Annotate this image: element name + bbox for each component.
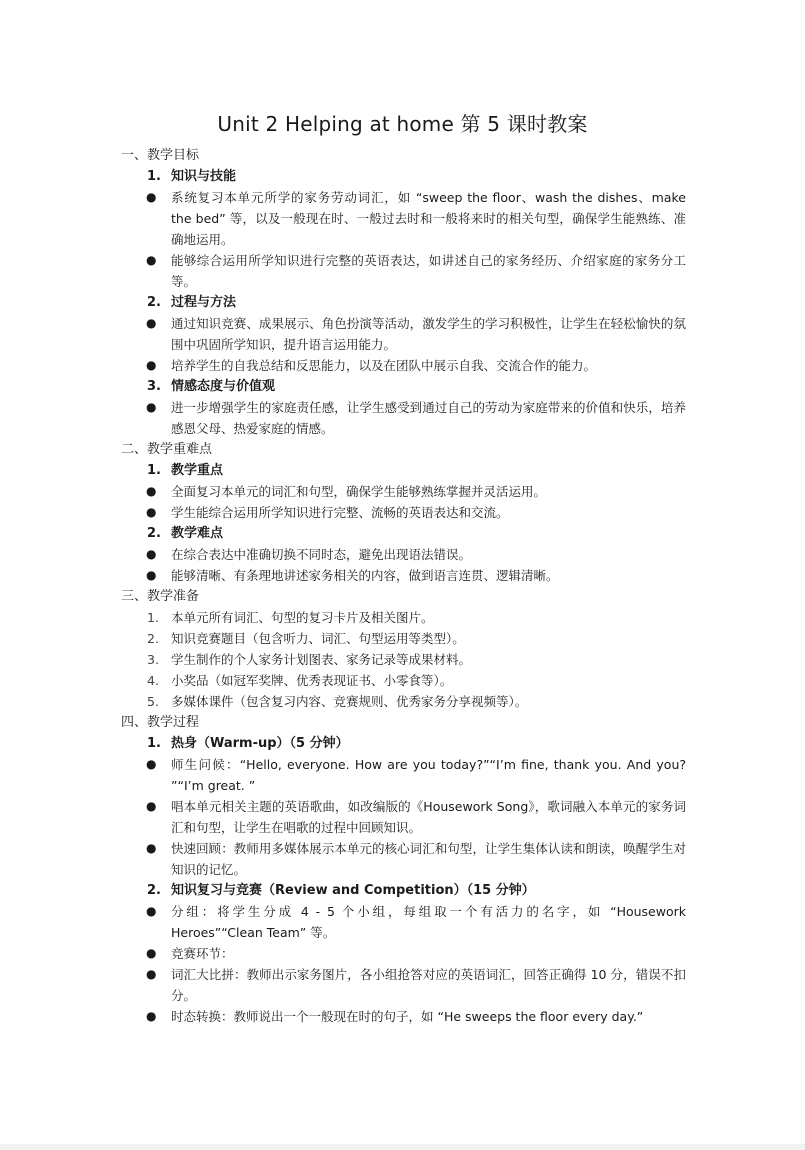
- list-number: 3.: [147, 652, 159, 667]
- list-text: 小奖品（如冠军奖牌、优秀表现证书、小零食等）。: [171, 673, 453, 688]
- document-title: Unit 2 Helping at home 第 5 课时教案: [217, 112, 588, 136]
- subsection-heading: [121, 460, 686, 481]
- page-bottom-edge: [0, 1144, 805, 1150]
- subsection-label: 热身（Warm-up）（5 分钟）: [171, 736, 349, 751]
- list-text: 多媒体课件（包含复习内容、竞赛规则、优秀家务分享视频等）。: [171, 694, 528, 709]
- bullet-item: [121, 964, 686, 1006]
- subsection-number: 1.: [147, 169, 161, 184]
- subsection-label: 情感态度与价值观: [171, 379, 276, 394]
- bullet-item: [121, 1006, 686, 1027]
- list-text: 学生制作的个人家务计划图表、家务记录等成果材料。: [171, 652, 472, 667]
- subsection-heading: [121, 880, 686, 901]
- bullet-item: [121, 481, 686, 502]
- bullet-icon: ●: [146, 190, 157, 204]
- subsection-number: 3.: [147, 379, 161, 394]
- subsection-number: 2.: [147, 883, 161, 898]
- bullet-icon: ●: [146, 505, 157, 519]
- list-item: [121, 607, 686, 628]
- list-item: [121, 670, 686, 691]
- subsection-number: 1.: [147, 736, 161, 751]
- bullet-icon: ●: [146, 1009, 157, 1023]
- subsection-label: 过程与方法: [171, 295, 237, 310]
- bullet-text: 竞赛环节：: [171, 946, 234, 961]
- section-heading: 一、教学目标: [121, 148, 200, 163]
- bullet-icon: ●: [146, 358, 157, 372]
- list-number: 2.: [147, 631, 159, 646]
- bullet-item: [121, 502, 686, 523]
- bullet-item: [121, 397, 686, 439]
- bullet-item: [121, 838, 686, 880]
- section-heading: 二、教学重难点: [121, 442, 213, 457]
- bullet-icon: ●: [146, 799, 157, 813]
- bullet-text: 在综合表达中准确切换不同时态，避免出现语法错误。: [171, 547, 472, 562]
- list-number: 4.: [147, 673, 159, 688]
- bullet-item: [121, 943, 686, 964]
- subsection-heading: [121, 523, 686, 544]
- subsection-heading: [121, 376, 686, 397]
- subsection-heading: [121, 292, 686, 313]
- list-text: 知识竞赛题目（包含听力、词汇、句型运用等类型）。: [171, 631, 465, 646]
- bullet-text: 师生问候：“Hello, everyone. How are you today?”“I’m fine, thank you. And you? ”“I’m great. ”: [171, 757, 686, 793]
- subsection-heading: [121, 733, 686, 754]
- list-item: [121, 691, 686, 712]
- bullet-icon: ●: [146, 253, 157, 267]
- bullet-item: [121, 754, 686, 796]
- bullet-icon: ●: [146, 568, 157, 582]
- subsection-label: 知识与技能: [171, 169, 237, 184]
- document-body: [121, 145, 686, 1027]
- bullet-text: 时态转换：教师说出一个一般现在时的句子，如 “He sweeps the floor every day.”: [171, 1009, 644, 1024]
- bullet-text: 快速回顾：教师用多媒体展示本单元的核心词汇和句型，让学生集体认读和朗读，唤醒学生对知识的记忆。: [171, 841, 686, 877]
- subsection-label: 知识复习与竞赛（Review and Competition）（15 分钟）: [171, 883, 535, 898]
- subsection-number: 1.: [147, 463, 161, 478]
- bullet-icon: ●: [146, 841, 157, 855]
- section-heading: 三、教学准备: [121, 589, 200, 604]
- section-heading: 四、教学过程: [121, 715, 200, 730]
- list-item: [121, 649, 686, 670]
- bullet-text: 通过知识竞赛、成果展示、角色扮演等活动，激发学生的学习积极性，让学生在轻松愉快的氛围中巩固所学知识，提升语言运用能力。: [171, 316, 686, 352]
- bullet-item: [121, 313, 686, 355]
- list-text: 本单元所有词汇、句型的复习卡片及相关图片。: [171, 610, 434, 625]
- bullet-text: 学生能综合运用所学知识进行完整、流畅的英语表达和交流。: [171, 505, 509, 520]
- bullet-text: 全面复习本单元的词汇和句型，确保学生能够熟练掌握并灵活运用。: [171, 484, 547, 499]
- bullet-text: 词汇大比拼：教师出示家务图片，各小组抢答对应的英语词汇，回答正确得 10 分，错误不扣分。: [171, 967, 686, 1003]
- bullet-item: [121, 901, 686, 943]
- bullet-item: [121, 250, 686, 292]
- bullet-icon: ●: [146, 400, 157, 414]
- subsection-label: 教学难点: [171, 526, 224, 541]
- subsection-label: 教学重点: [171, 463, 224, 478]
- bullet-item: [121, 565, 686, 586]
- subsection-number: 2.: [147, 295, 161, 310]
- bullet-icon: ●: [146, 547, 157, 561]
- list-item: [121, 628, 686, 649]
- bullet-text: 能够综合运用所学知识进行完整的英语表达，如讲述自己的家务经历、介绍家庭的家务分工等。: [171, 253, 686, 289]
- list-number: 1.: [147, 610, 159, 625]
- bullet-text: 系统复习本单元所学的家务劳动词汇，如 “sweep the floor、wash the dishes、make the bed” 等，以及一般现在时、一般过去时和一般将来时的相关句型，确保学生能熟练、准确地运用。: [171, 190, 686, 247]
- list-number: 5.: [147, 694, 159, 709]
- bullet-text: 分组：将学生分成 4 - 5 个小组，每组取一个有活力的名字，如 “Housework Heroes”“Clean Team” 等。: [171, 904, 686, 940]
- subsection-number: 2.: [147, 526, 161, 541]
- bullet-icon: ●: [146, 316, 157, 330]
- bullet-item: [121, 187, 686, 250]
- bullet-text: 能够清晰、有条理地讲述家务相关的内容，做到语言连贯、逻辑清晰。: [171, 568, 559, 583]
- bullet-icon: ●: [146, 967, 157, 981]
- bullet-item: [121, 544, 686, 565]
- bullet-icon: ●: [146, 946, 157, 960]
- bullet-icon: ●: [146, 757, 157, 771]
- bullet-item: [121, 355, 686, 376]
- bullet-item: [121, 796, 686, 838]
- bullet-text: 唱本单元相关主题的英语歌曲，如改编版的《Housework Song》，歌词融入本单元的家务词汇和句型，让学生在唱歌的过程中回顾知识。: [171, 799, 686, 835]
- bullet-text: 培养学生的自我总结和反思能力，以及在团队中展示自我、交流合作的能力。: [171, 358, 597, 373]
- bullet-icon: ●: [146, 904, 157, 918]
- bullet-text: 进一步增强学生的家庭责任感，让学生感受到通过自己的劳动为家庭带来的价值和快乐，培养感恩父母、热爱家庭的情感。: [171, 400, 686, 436]
- subsection-heading: [121, 166, 686, 187]
- bullet-icon: ●: [146, 484, 157, 498]
